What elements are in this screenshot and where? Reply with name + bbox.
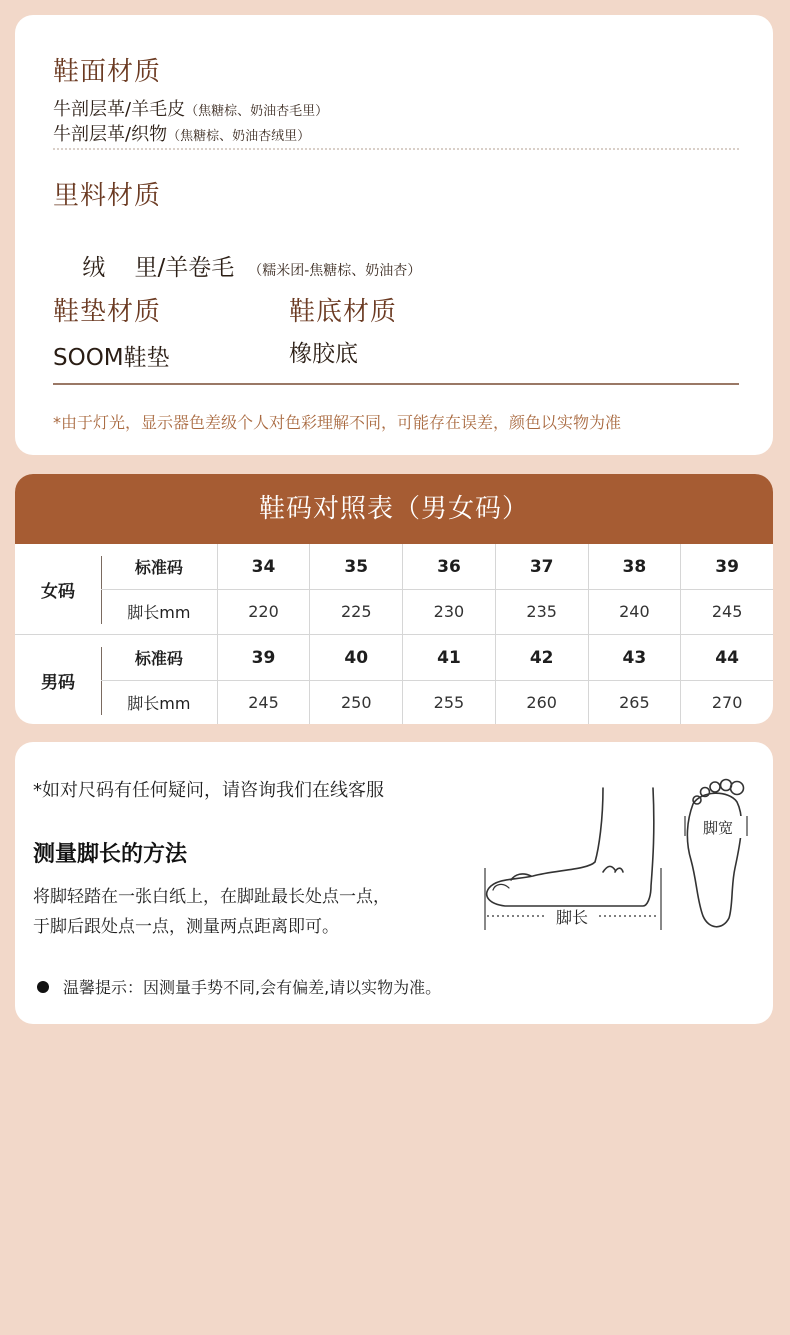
upper-material-note: （焦糖棕、奶油杏绒里）: [167, 129, 311, 144]
lining-material-main: 绒 里/羊卷毛: [82, 255, 235, 281]
table-cell: 39: [217, 635, 310, 680]
table-cell: 260: [495, 680, 588, 724]
bullet-icon: [37, 981, 49, 993]
upper-material-note: （焦糖棕、奶油杏毛里）: [185, 104, 329, 119]
group-label: 女码: [41, 581, 75, 602]
row-header: 脚长mm: [127, 694, 191, 713]
upper-material-main: 牛剖层革/羊毛皮: [53, 99, 186, 120]
table-cell: 225: [309, 589, 402, 634]
table-row: [101, 589, 773, 634]
table-cell: 255: [402, 680, 495, 724]
table-cell: 230: [402, 589, 495, 634]
table-cell: 240: [588, 589, 681, 634]
size-chart-card: [15, 474, 773, 724]
size-group-male: [15, 634, 773, 724]
table-cell: 36: [402, 544, 495, 589]
table-cell: 41: [402, 635, 495, 680]
table-cell: 245: [217, 680, 310, 724]
table-cell: 37: [495, 544, 588, 589]
sole-material-value: 橡胶底: [289, 341, 358, 367]
table-cell: 235: [495, 589, 588, 634]
group-label: 男码: [41, 672, 75, 693]
table-cell: 40: [309, 635, 402, 680]
table-cell: 245: [680, 589, 773, 634]
customer-service-note: *如对尺码有任何疑问，请咨询我们在线客服: [33, 780, 384, 801]
table-cell: 43: [588, 635, 681, 680]
table-cell: 270: [680, 680, 773, 724]
measure-method-title: 测量脚长的方法: [33, 842, 188, 867]
lining-material-title: 里料材质: [53, 181, 162, 211]
table-cell: 44: [680, 635, 773, 680]
insole-material-title: 鞋垫材质: [53, 297, 162, 327]
upper-material-line: [53, 95, 328, 121]
upper-material-title: 鞋面材质: [53, 57, 162, 87]
size-chart-title: 鞋码对照表（男女码）: [15, 474, 773, 544]
sole-material-title: 鞋底材质: [289, 297, 398, 327]
table-cell: 42: [495, 635, 588, 680]
row-header: 标准码: [134, 649, 183, 668]
table-row: [101, 680, 773, 724]
foot-sole-icon: [687, 780, 743, 927]
row-header: 标准码: [134, 558, 183, 577]
insole-material-value: SOOM鞋垫: [53, 345, 170, 371]
foot-side-icon: [487, 788, 654, 906]
measure-card: [15, 742, 773, 1024]
measure-method-text: 将脚轻踏在一张白纸上，在脚趾最长处点一点，: [33, 887, 390, 907]
lining-material-note: （糯米团-焦糖棕、奶油杏）: [248, 263, 422, 279]
upper-material-main: 牛剖层革/织物: [53, 124, 168, 145]
upper-material-line: [53, 120, 310, 146]
row-header: 脚长mm: [127, 603, 191, 622]
foot-length-label: 脚长: [555, 908, 589, 927]
color-disclaimer: *由于灯光，显示器色差级个人对色彩理解不同，可能存在误差，颜色以实物为准: [53, 413, 622, 432]
foot-width-label: 脚宽: [702, 819, 734, 837]
table-cell: 250: [309, 680, 402, 724]
table-cell: 39: [680, 544, 773, 589]
measure-tip-text: 温馨提示：因测量手势不同,会有偏差,请以实物为准。: [63, 978, 442, 997]
table-row: [101, 635, 773, 680]
table-row: [101, 544, 773, 589]
size-group-female: [15, 544, 773, 634]
materials-card: [15, 15, 773, 455]
measure-tip: [33, 975, 441, 998]
measure-method-text: 于脚后跟处点一点，测量两点距离即可。: [33, 917, 339, 937]
table-cell: 38: [588, 544, 681, 589]
divider: [53, 383, 739, 385]
table-cell: 35: [309, 544, 402, 589]
table-cell: 220: [217, 589, 310, 634]
divider: [53, 148, 739, 150]
foot-measure-illustration: [475, 760, 765, 950]
table-cell: 34: [217, 544, 310, 589]
table-cell: 265: [588, 680, 681, 724]
